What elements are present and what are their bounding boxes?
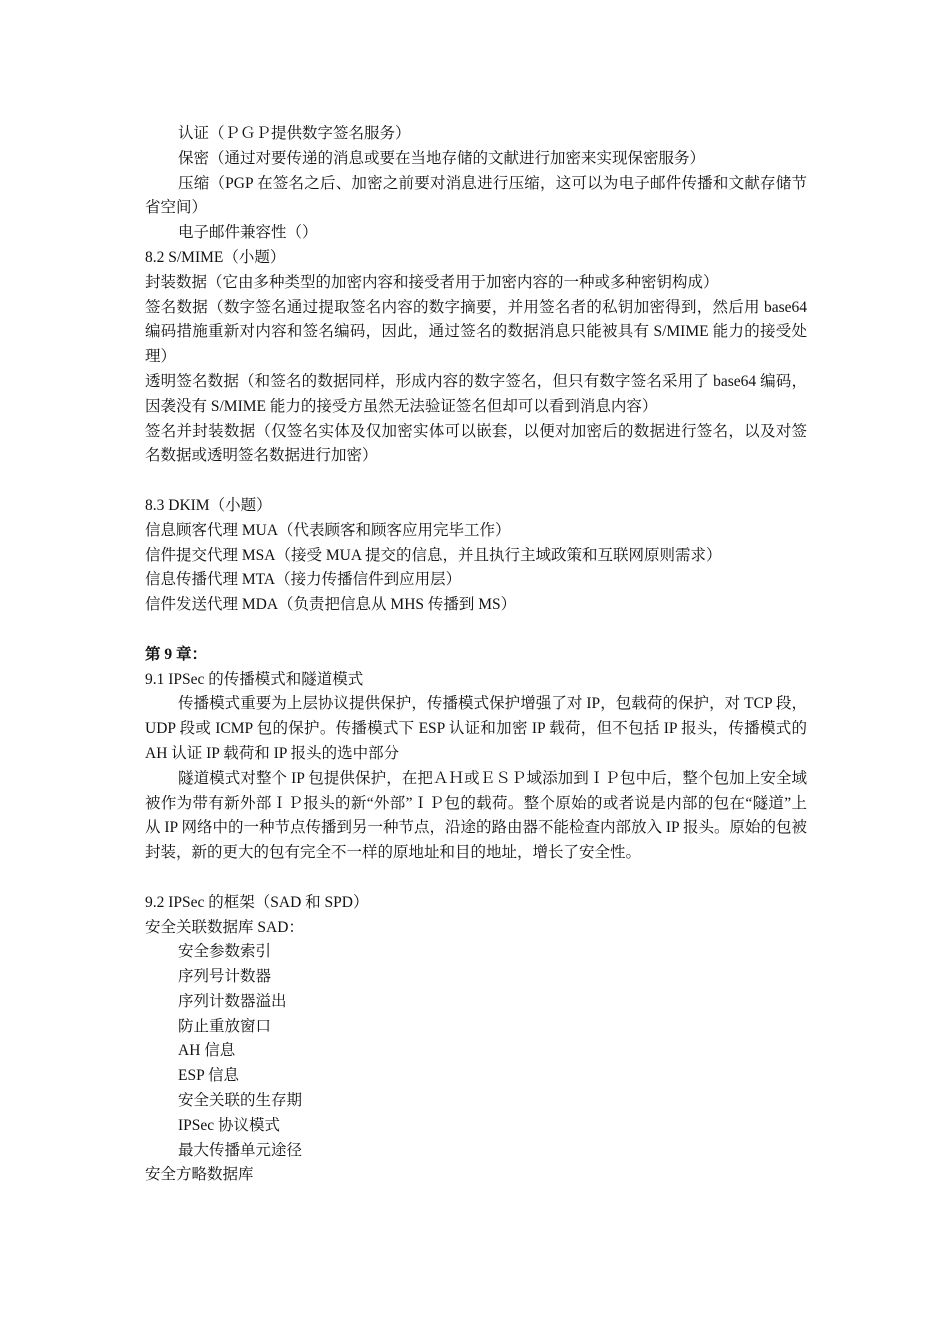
sad-list-item: 序列号计数器 bbox=[178, 968, 272, 986]
sad-label: 安全关联数据库 SAD： bbox=[145, 918, 304, 936]
dkim-heading: 8.3 DKIM（小题） bbox=[145, 496, 272, 514]
sad-list-item: 安全参数索引 bbox=[178, 943, 272, 961]
smime-signed-data: 签名数据（数字签名通过提取签名内容的数字摘要，并用签名者的私钥加密得到，然后用 base64 编码措施重新对内容和签名编码，因此，通过签名的数据消息只能被具有 S/MIME 能力的接受处理） bbox=[145, 298, 807, 366]
smime-enveloped-data: 封装数据（它由多种类型的加密内容和接受者用于加密内容的一种或多种密钥构成） bbox=[145, 273, 719, 291]
transport-mode-paragraph: 传播模式重要为上层协议提供保护，传播模式保护增强了对 IP，包载荷的保护，对 TCP 段，UDP 段或 ICMP 包的保护。传播模式下 ESP 认证和加密 IP 载荷，但不包括 IP 报头，传播模式的 AH 认证 IP 载荷和 IP 报头的选中部分 bbox=[145, 695, 807, 762]
sad-list-item: ESP 信息 bbox=[178, 1067, 240, 1085]
tunnel-mode-paragraph: 隧道模式对整个 IP 包提供保护，在把ＡＨ或ＥＳＰ域添加到ＩＰ包中后，整个包加上安全域被作为带有新外部ＩＰ报头的新“外部”ＩＰ包的载荷。整个原始的或者说是内部的包在“隧道”上从 IP 网络中的一种节点传播到另一种节点，沿途的路由器不能检查内部放入 IP 报头。原始的包被封装，新的更大的包有完全不一样的原地址和目的地址，增长了安全性。 bbox=[145, 769, 807, 862]
spd-label: 安全方略数据库 bbox=[145, 1166, 254, 1184]
sad-list-item: 序列计数器溢出 bbox=[178, 992, 287, 1010]
dkim-mta: 信息传播代理 MTA（接力传播信件到应用层） bbox=[145, 571, 462, 589]
sad-list-item: 最大传播单元途径 bbox=[178, 1141, 303, 1159]
dkim-msa: 信件提交代理 MSA（接受 MUA 提交的信息，并且执行主域政策和互联网原则需求） bbox=[145, 546, 722, 564]
dkim-mua: 信息顾客代理 MUA（代表顾客和顾客应用完毕工作） bbox=[145, 521, 511, 539]
pgp-compression-item: 压缩（PGP 在签名之后、加密之前要对消息进行压缩，这可以为电子邮件传播和文献存储节省空间） bbox=[145, 174, 807, 217]
smime-clear-signed-data: 透明签名数据（和签名的数据同样，形成内容的数字签名，但只有数字签名采用了 base64 编码，因袭没有 S/MIME 能力的接受方虽然无法验证签名但却可以看到消息内容） bbox=[145, 372, 807, 415]
pgp-confidentiality-item: 保密（通过对要传递的消息或要在当地存储的文献进行加密来实现保密服务） bbox=[178, 149, 706, 167]
sad-list-item: IPSec 协议模式 bbox=[178, 1116, 281, 1134]
sad-list-item: AH 信息 bbox=[178, 1042, 236, 1060]
pgp-auth-item: 认证（ＰＧＰ提供数字签名服务） bbox=[178, 125, 411, 142]
chapter-9-title: 第 9 章： bbox=[145, 645, 208, 663]
blank-line bbox=[145, 618, 807, 643]
sad-list-item: 防止重放窗口 bbox=[178, 1017, 272, 1035]
sad-list-item: 安全关联的生存期 bbox=[178, 1092, 303, 1110]
pgp-email-compat-item: 电子邮件兼容性（） bbox=[178, 224, 318, 242]
section-9-1-heading: 9.1 IPSec 的传播模式和隧道模式 bbox=[145, 670, 364, 688]
blank-line bbox=[145, 866, 807, 891]
section-9-2-heading: 9.2 IPSec 的框架（SAD 和 SPD） bbox=[145, 893, 369, 911]
blank-line bbox=[145, 469, 807, 494]
dkim-mda: 信件发送代理 MDA（负责把信息从 MHS 传播到 MS） bbox=[145, 596, 517, 614]
smime-signed-enveloped-data: 签名并封装数据（仅签名实体及仅加密实体可以嵌套，以便对加密后的数据进行签名，以及对签名数据或透明签名数据进行加密） bbox=[145, 422, 807, 465]
smime-heading: 8.2 S/MIME（小题） bbox=[145, 248, 286, 266]
document-page bbox=[145, 122, 807, 1188]
